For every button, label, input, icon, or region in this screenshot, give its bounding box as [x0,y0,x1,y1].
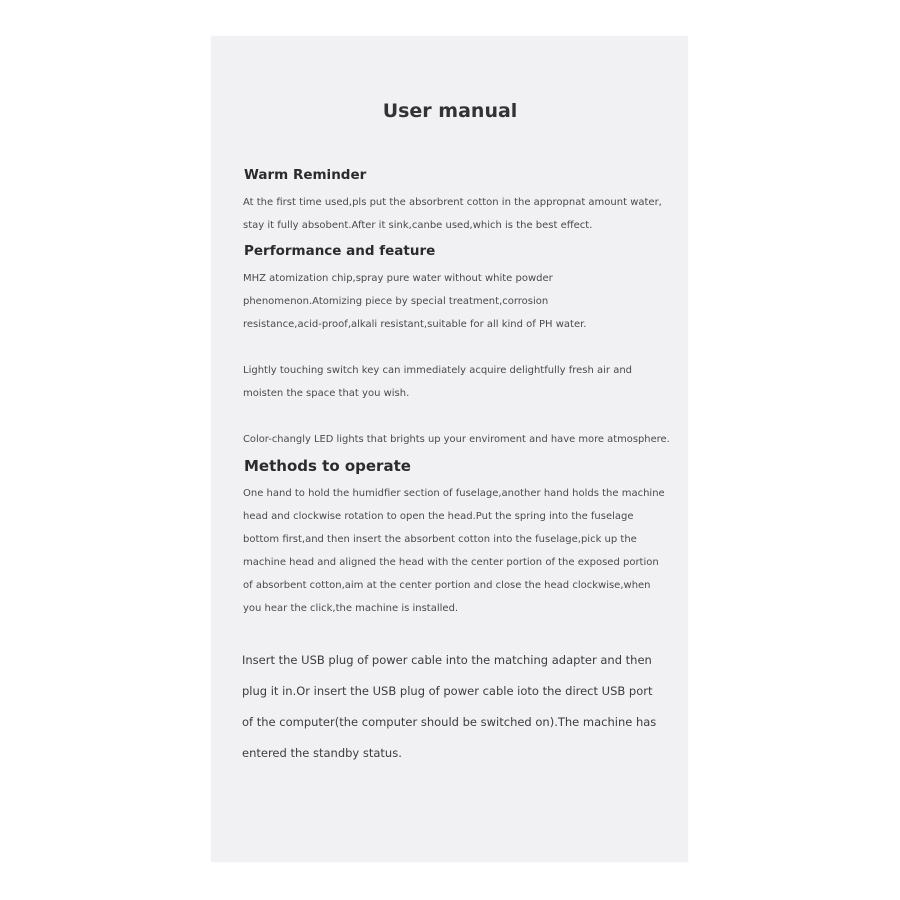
document-title: User manual [382,100,518,122]
performance-line: phenomenon.Atomizing piece by special treatment,corrosion [243,296,549,307]
methods-line: One hand to hold the humidfier section of fuselage,another hand holds the machine [243,488,665,499]
heading-performance-feature: Performance and feature [244,243,436,259]
warm-reminder-line: stay it fully absobent.After it sink,canbe used,which is the best effect. [243,220,593,231]
performance-line: MHZ atomization chip,spray pure water without white powder [243,273,553,284]
methods-line: head and clockwise rotation to open the head.Put the spring into the fuselage [243,511,634,522]
usb-instruction-line: plug it in.Or insert the USB plug of power cable ioto the direct USB port [242,684,653,698]
performance-line: Color-changly LED lights that brights up your enviroment and have more atmosphere. [243,434,670,445]
usb-instruction-line: Insert the USB plug of power cable into the matching adapter and then [242,653,652,667]
manual-sheet [211,36,688,862]
methods-line: bottom first,and then insert the absorbent cotton into the fuselage,pick up the [243,534,637,545]
methods-line: machine head and aligned the head with the center portion of the exposed portion [243,557,659,568]
methods-line: of absorbent cotton,aim at the center portion and close the head clockwise,when [243,580,651,591]
usb-instruction-line: entered the standby status. [242,746,402,760]
performance-line: Lightly touching switch key can immediately acquire delightfully fresh air and [243,365,633,376]
heading-warm-reminder: Warm Reminder [244,167,367,183]
methods-line: you hear the click,the machine is installed. [243,603,459,614]
warm-reminder-line: At the first time used,pls put the absorbrent cotton in the appropnat amount water, [243,197,662,208]
performance-line: moisten the space that you wish. [243,388,410,399]
heading-methods-to-operate: Methods to operate [244,457,411,475]
performance-line: resistance,acid-proof,alkali resistant,suitable for all kind of PH water. [243,319,587,330]
usb-instruction-line: of the computer(the computer should be switched on).The machine has [242,715,657,729]
